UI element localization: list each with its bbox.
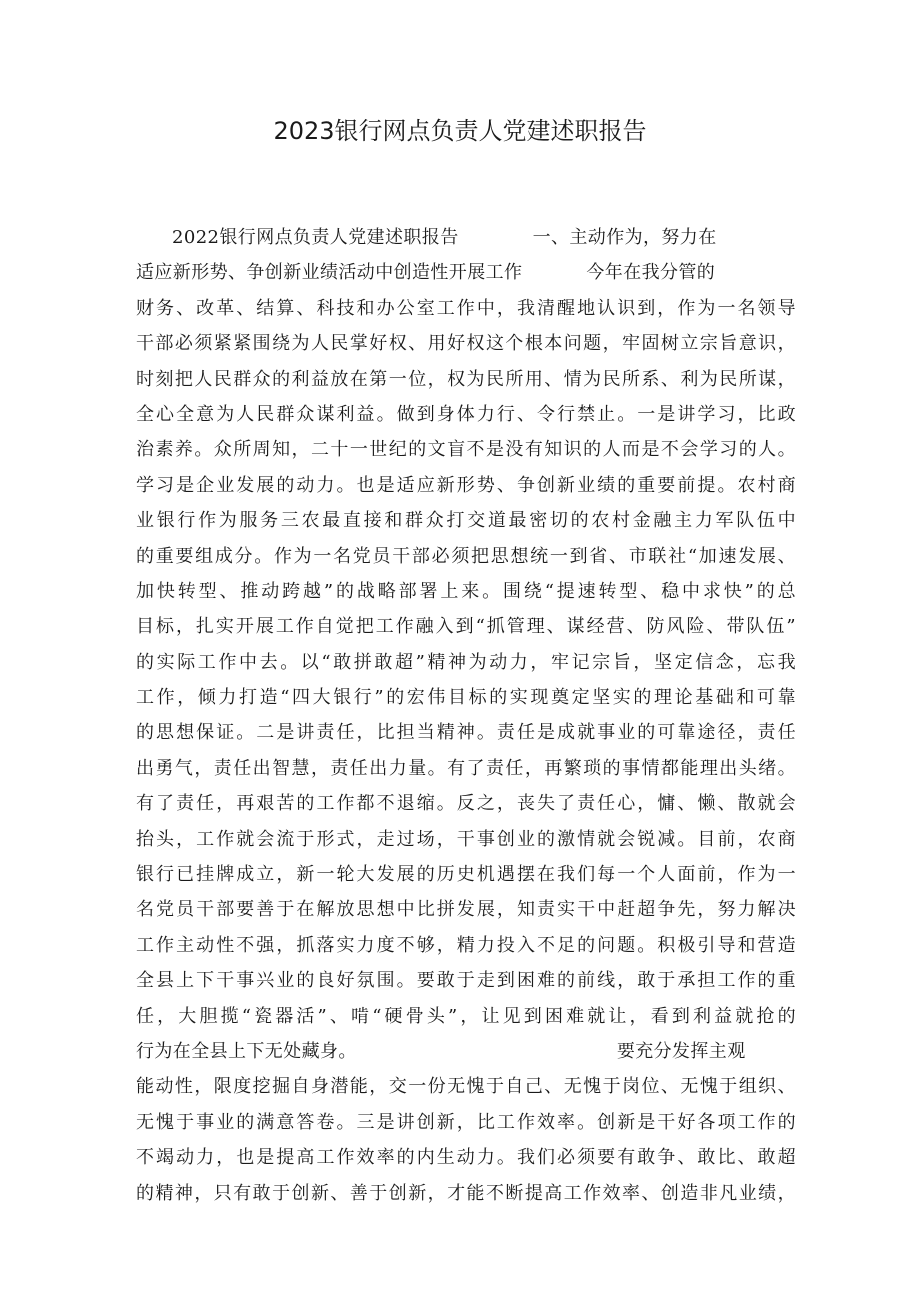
body-line: 有了责任，再艰苦的工作都不退缩。反之，丧失了责任心，慵、懒、散就会 (136, 793, 796, 815)
body-line: 治素养。众所周知，二十一世纪的文盲不是没有知识的人而是不会学习的人。 (136, 439, 796, 461)
body-line: 全心全意为人民群众谋利益。做到身体力行、令行禁止。一是讲学习，比政 (136, 403, 796, 425)
line-segment: 行为在全县上下无处藏身。 (136, 1040, 357, 1062)
body-line: 学习是企业发展的动力。也是适应新形势、争创新业绩的重要前提。农村商 (136, 474, 796, 496)
body-line: 业银行作为服务三农最直接和群众打交道最密切的农村金融主力军队伍中 (136, 510, 796, 532)
line-segment: 今年在我分管的 (586, 262, 716, 284)
body-line: 银行已挂牌成立，新一轮大发展的历史机遇摆在我们每一个人面前，作为一 (136, 864, 796, 886)
body-line: 不竭动力，也是提高工作效率的内生动力。我们必须要有敢争、敢比、敢超 (136, 1147, 796, 1169)
body-line: 的精神，只有敢于创新、善于创新，才能不断提高工作效率、创造非凡业绩， (136, 1182, 796, 1204)
body-line: 的思想保证。二是讲责任，比担当精神。责任是成就事业的可靠途径，责任 (136, 722, 796, 744)
body-line (136, 1034, 796, 1069)
line-segment: 适应新形势、争创新业绩活动中创造性开展工作 (136, 262, 523, 284)
body-line: 能动性，限度挖掘自身潜能，交一份无愧于自己、无愧于岗位、无愧于组织、 (136, 1076, 796, 1098)
body-line (136, 255, 796, 290)
body-line: 全县上下干事兴业的良好氛围。要敢于走到困难的前线，敢于承担工作的重 (136, 970, 796, 992)
body-line: 工作，倾力打造“四大银行”的宏伟目标的实现奠定坚实的理论基础和可靠 (136, 687, 796, 709)
body-line: 出勇气，责任出智慧，责任出力量。有了责任，再繁琐的事情都能理出头绪。 (136, 757, 796, 779)
line-segment: 一、主动作为，努力在 (532, 227, 717, 248)
line-segment: 2022银行网点负责人党建述职报告 (172, 227, 459, 248)
line-segment: 要充分发挥主观 (616, 1040, 746, 1062)
body-line: 目标，扎实开展工作自觉把工作融入到“抓管理、谋经营、防风险、带队伍” (136, 616, 796, 638)
body-line: 名党员干部要善于在解放思想中比拼发展，知责实干中赶超争先，努力解决 (136, 899, 796, 921)
body-line: 时刻把人民群众的利益放在第一位，权为民所用、情为民所系、利为民所谋， (136, 368, 796, 390)
body-line: 财务、改革、结算、科技和办公室工作中，我清醒地认识到，作为一名领导 (136, 297, 796, 319)
body-line: 干部必须紧紧围绕为人民掌好权、用好权这个根本问题，牢固树立宗旨意识， (136, 333, 796, 355)
body-line: 的实际工作中去。以“敢拼敢超”精神为动力，牢记宗旨，坚定信念，忘我 (136, 651, 796, 673)
document-body (136, 220, 796, 1211)
body-line: 工作主动性不强，抓落实力度不够，精力投入不足的问题。积极引导和营造 (136, 934, 796, 956)
body-line (136, 220, 796, 255)
body-line: 任，大胆揽“瓷器活”、啃“硬骨头”，让见到困难就让，看到利益就抢的 (136, 1005, 796, 1027)
body-line: 加快转型、推动跨越”的战略部署上来。围绕“提速转型、稳中求快”的总 (136, 580, 796, 602)
body-line: 的重要组成分。作为一名党员干部必须把思想统一到省、市联社“加速发展、 (136, 545, 796, 567)
document-title: 2023银行网点负责人党建述职报告 (273, 117, 647, 145)
body-line: 抬头，工作就会流于形式，走过场，干事创业的激情就会锐减。目前，农商 (136, 828, 796, 850)
body-line: 无愧于事业的满意答卷。三是讲创新，比工作效率。创新是干好各项工作的 (136, 1111, 796, 1133)
